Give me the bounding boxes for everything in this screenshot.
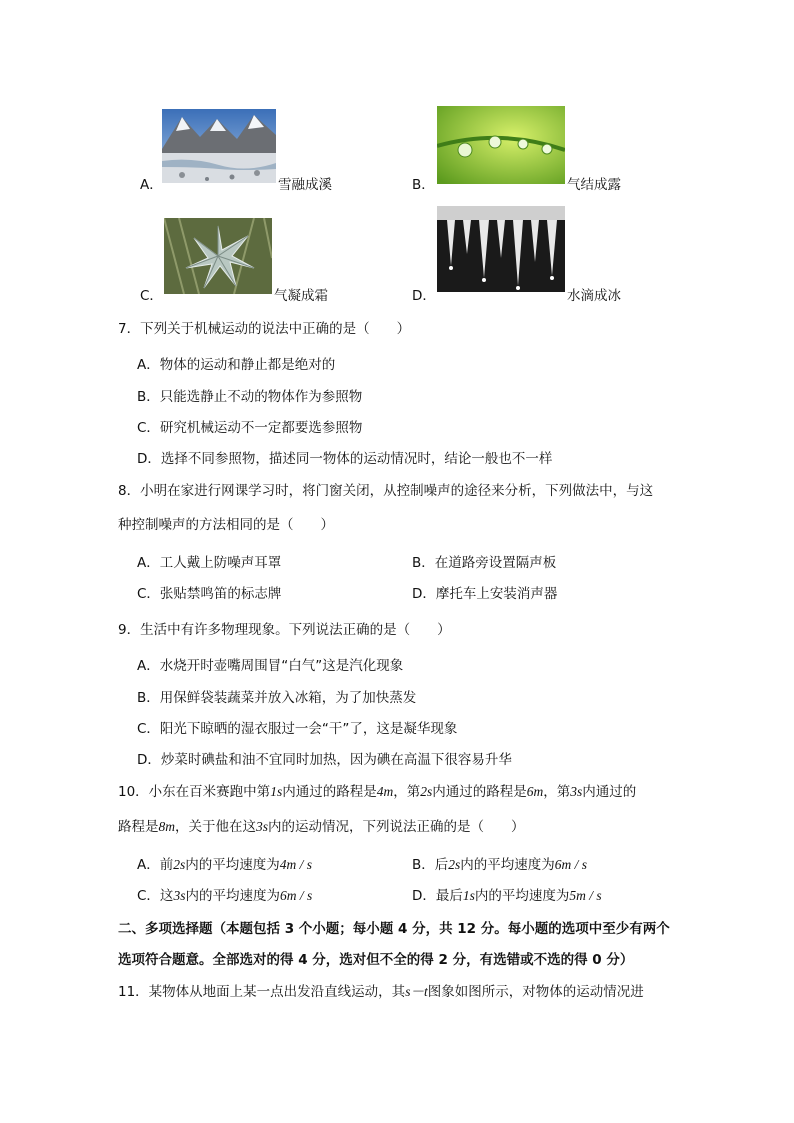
q10-math: 3s: [256, 819, 269, 834]
q6-option-a-letter: A．: [140, 177, 163, 193]
section2-heading-line1: 二、多项选择题（本题包括 3 个小题；每小题 4 分，共 12 分。每小题的选项中至少有两个: [118, 921, 670, 937]
q9-stem: 9．生活中有许多物理现象。下列说法正确的是（ ）: [118, 622, 451, 638]
q11-text: 11．某物体从地面上某一点出发沿直线运动，其: [118, 984, 406, 1000]
q10-option-math: 2s: [448, 857, 461, 872]
q7-option-d: D．选择不同参照物，描述同一物体的运动情况时，结论一般也不一样: [137, 451, 553, 467]
q8-option-a: A．工人戴上防噪声耳罩: [137, 555, 282, 571]
q6-option-c-letter: C．: [140, 288, 163, 304]
q10-option-text: B．后: [412, 857, 449, 873]
q10-text: 路程是: [118, 819, 159, 835]
q8-stem-line2: 种控制噪声的方法相同的是（ ）: [118, 517, 334, 533]
section2-heading-line2: 选项符合题意。全部选对的得 4 分，选对但不全的得 2 分，有选错或不选的得 0 分）: [118, 952, 634, 968]
q9-option-a: A．水烧开时壶嘴周围冒“白气”这是汽化现象: [137, 658, 404, 674]
q10-math: 1s: [270, 784, 283, 799]
q10-text: 内的运动情况，下列说法正确的是（ ）: [268, 819, 525, 835]
q10-math: 8m: [158, 819, 175, 834]
q10-option-d: [412, 884, 602, 904]
q11-stem: [118, 980, 644, 1000]
q10-option-text: C．这: [137, 888, 174, 904]
q10-option-text: 内的平均速度为: [460, 857, 555, 873]
dew-drops-on-grass-photo: [437, 106, 565, 184]
q9-option-d: D．炒菜时碘盐和油不宜同时加热，因为碘在高温下很容易升华: [137, 752, 512, 768]
q10-option-a: [137, 853, 312, 873]
q10-stem-line1: [118, 780, 636, 800]
q6-option-b-letter: B．: [412, 177, 435, 193]
q10-option-math: 5m / s: [569, 888, 602, 903]
q10-stem-line2: [118, 815, 525, 835]
q10-text: ，第: [393, 784, 421, 800]
q10-text: ，第: [543, 784, 571, 800]
q8-option-d: D．摩托车上安装消声器: [412, 586, 558, 602]
q10-math: 3s: [570, 784, 583, 799]
q10-option-math: 1s: [462, 888, 475, 903]
q7-option-a: A．物体的运动和静止都是绝对的: [137, 357, 336, 373]
icicles-photo: [437, 206, 565, 292]
q10-math: 2s: [420, 784, 433, 799]
q10-option-math: 2s: [173, 857, 186, 872]
q10-math: 6m: [526, 784, 544, 799]
q7-option-b: B．只能选静止不动的物体作为参照物: [137, 389, 363, 405]
q11-math: s－t: [405, 984, 428, 999]
q10-option-text: A．前: [137, 857, 174, 873]
q6-option-b-caption: 气结成露: [567, 177, 621, 193]
q10-text: 内通过的: [582, 784, 637, 800]
snowy-mountain-stream-photo: [162, 109, 276, 183]
q6-option-d-caption: 水滴成冰: [567, 288, 621, 304]
q10-text: 内通过的路程是: [432, 784, 527, 800]
q8-option-b: B．在道路旁设置隔声板: [412, 555, 557, 571]
q10-option-math: 3s: [173, 888, 186, 903]
q11-text: 图象如图所示，对物体的运动情况进: [427, 984, 644, 1000]
q8-option-c: C．张贴禁鸣笛的标志牌: [137, 586, 282, 602]
q6-option-d-letter: D．: [412, 288, 436, 304]
q6-option-c-caption: 气凝成霜: [274, 288, 328, 304]
q10-option-math: 6m / s: [279, 888, 313, 903]
frost-on-leaves-photo: [164, 218, 272, 294]
q10-option-math: 6m / s: [554, 857, 588, 872]
q10-option-text: 内的平均速度为: [185, 857, 280, 873]
q10-option-c: [137, 884, 312, 904]
q10-math: 4m: [376, 784, 394, 799]
q10-option-text: 内的平均速度为: [185, 888, 280, 904]
q10-option-text: 内的平均速度为: [474, 888, 570, 904]
q7-option-c: C．研究机械运动不一定都要选参照物: [137, 420, 363, 436]
q7-stem: 7．下列关于机械运动的说法中正确的是（ ）: [118, 321, 411, 337]
q6-option-a-caption: 雪融成溪: [278, 177, 332, 193]
q9-option-b: B．用保鲜袋装蔬菜并放入冰箱，为了加快蒸发: [137, 690, 417, 706]
q10-text: 内通过的路程是: [282, 784, 377, 800]
q10-text: 10．小东在百米赛跑中第: [118, 784, 271, 800]
q10-text: ，关于他在这: [175, 819, 256, 835]
q9-option-c: C．阳光下晾晒的湿衣服过一会“干”了，这是凝华现象: [137, 721, 458, 737]
q10-option-b: [412, 853, 587, 873]
q10-option-math: 4m / s: [279, 857, 313, 872]
q8-stem-line1: 8．小明在家进行网课学习时，将门窗关闭，从控制噪声的途径来分析，下列做法中，与这: [118, 483, 654, 499]
q10-option-text: D．最后: [412, 888, 463, 904]
